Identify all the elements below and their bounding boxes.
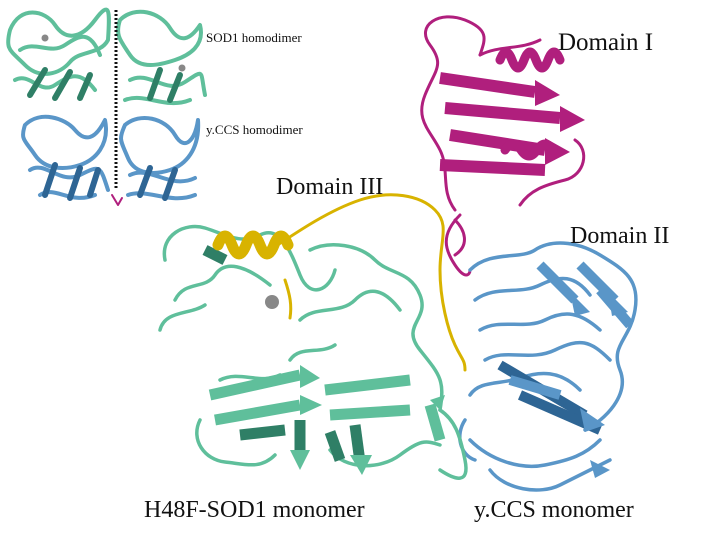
inset-sod1-homodimer bbox=[8, 10, 205, 104]
inset-metal-ion bbox=[42, 35, 49, 42]
inset-homodimers bbox=[8, 10, 205, 205]
label-yccs-monomer: y.CCS monomer bbox=[474, 497, 634, 523]
label-sod1-homodimer: SOD1 homodimer bbox=[206, 30, 302, 45]
metal-ion bbox=[265, 295, 279, 309]
inset-yccs-homodimer bbox=[23, 117, 198, 205]
sod1-monomer-structure bbox=[160, 227, 466, 479]
label-sod1-monomer: H48F-SOD1 monomer bbox=[144, 497, 365, 523]
label-domain-2: Domain II bbox=[570, 223, 670, 249]
domain-3-structure bbox=[218, 195, 465, 370]
inset-domain-tail bbox=[112, 195, 122, 205]
label-domain-3: Domain III bbox=[276, 174, 384, 200]
domain-2-yccs-structure bbox=[460, 243, 636, 490]
label-yccs-homodimer: y.CCS homodimer bbox=[206, 122, 303, 137]
label-domain-1: Domain I bbox=[558, 29, 654, 56]
inset-metal-ion bbox=[179, 65, 186, 72]
